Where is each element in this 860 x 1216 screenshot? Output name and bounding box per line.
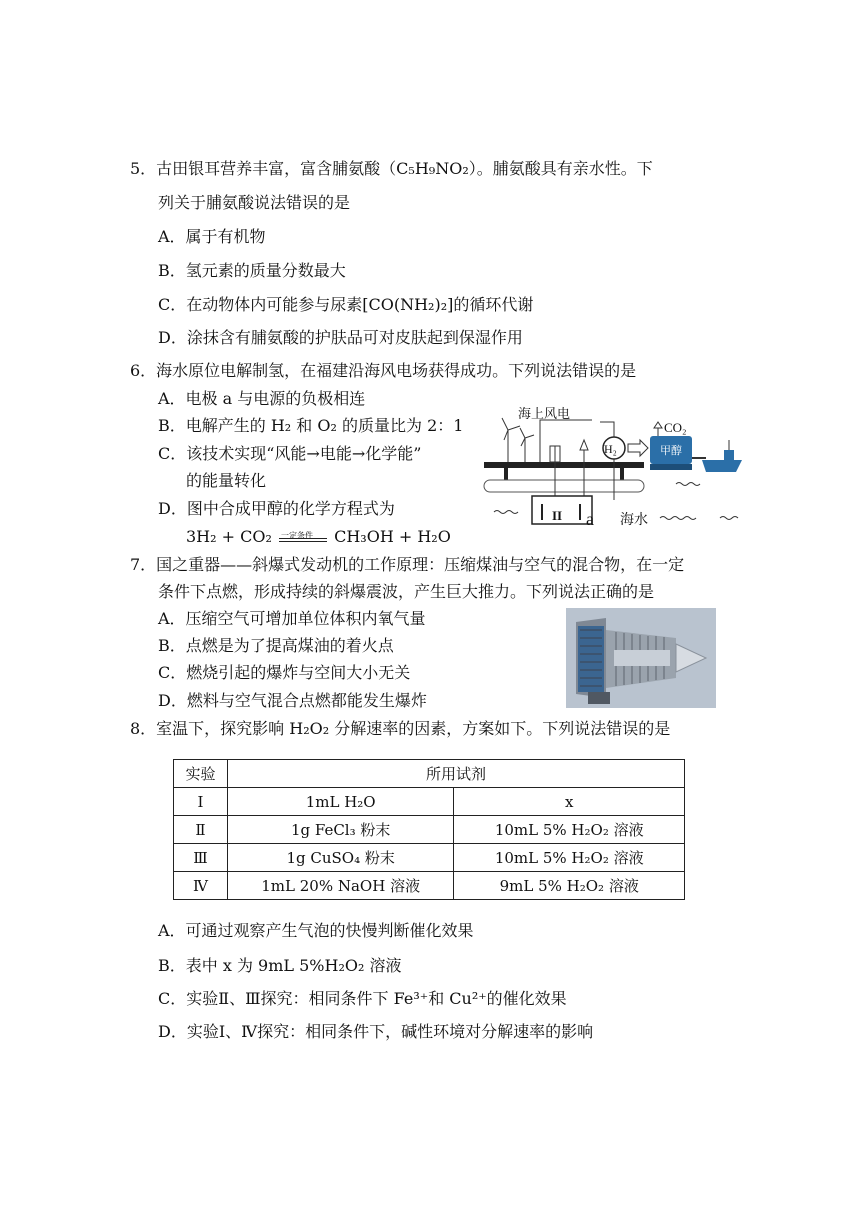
q5-option-a: A．属于有机物 <box>158 227 266 246</box>
h2-label: H₂ <box>604 442 617 456</box>
equation-condition-text: 一定条件 <box>281 530 313 540</box>
q8-option-a: A．可通过观察产生气泡的快慢判断催化效果 <box>158 921 474 940</box>
experiment-table <box>173 759 685 900</box>
table-header-row <box>174 760 685 788</box>
engine-image <box>566 608 716 708</box>
offshore-wind-hydrogen-figure <box>480 400 752 530</box>
table-cell: Ⅰ <box>174 788 228 816</box>
electrode-a-label: a <box>586 509 594 529</box>
q8-option-d: D．实验Ⅰ、Ⅳ探究：相同条件下，碱性环境对分解速率的影响 <box>158 1022 594 1041</box>
table-cell: Ⅱ <box>174 816 228 844</box>
q5-option-c: C．在动物体内可能参与尿素[CO(NH₂)₂]的循环代谢 <box>158 295 534 314</box>
q6-option-d-equation <box>186 526 451 548</box>
wave-icon <box>494 483 738 520</box>
q8-option-c: C．实验Ⅱ、Ⅲ探究：相同条件下 Fe³⁺和 Cu²⁺的催化效果 <box>158 989 567 1008</box>
q5-option-d: D．涂抹含有脯氨酸的护肤品可对皮肤起到保湿作用 <box>158 328 523 347</box>
q8-option-b: B．表中 x 为 9mL 5%H₂O₂ 溶液 <box>158 956 402 975</box>
q5-stem-line1: 5．古田银耳营养丰富，富含脯氨酸（C₅H₉NO₂）。脯氨酸具有亲水性。下 <box>130 159 653 178</box>
float-base <box>484 480 644 492</box>
ship-icon <box>702 460 742 472</box>
table-cell: Ⅲ <box>174 844 228 872</box>
table-cell: 1mL 20% NaOH 溶液 <box>227 872 454 900</box>
seawater-label: 海水 <box>620 513 648 528</box>
q6-option-a: A．电极 a 与电源的负极相连 <box>158 389 366 408</box>
table-row <box>174 816 685 844</box>
table-cell: 9mL 5% H₂O₂ 溶液 <box>454 872 685 900</box>
equation-condition-arrow <box>277 531 329 545</box>
electrode-mark: II <box>552 508 563 523</box>
q6-option-c-line2: 的能量转化 <box>186 471 267 490</box>
q6-option-b: B．电解产生的 H₂ 和 O₂ 的质量比为 2：1 <box>158 416 464 435</box>
q6-option-c-line1: C．该技术实现“风能→电能→化学能” <box>158 444 422 463</box>
equation-products: CH₃OH + H₂O <box>334 527 451 546</box>
q6-stem: 6．海水原位电解制氢，在福建沿海风电场获得成功。下列说法错误的是 <box>130 361 637 380</box>
methanol-label: 甲醇 <box>660 445 682 457</box>
q7-option-b: B．点燃是为了提高煤油的着火点 <box>158 636 394 655</box>
table-cell: 10mL 5% H₂O₂ 溶液 <box>454 816 685 844</box>
table-row <box>174 788 685 816</box>
table-cell: x <box>454 788 685 816</box>
q6-option-d-line1: D．图中合成甲醇的化学方程式为 <box>158 499 395 518</box>
table-cell: 1g CuSO₄ 粉末 <box>227 844 454 872</box>
q5-option-b: B．氢元素的质量分数最大 <box>158 261 346 280</box>
table-cell: 1g FeCl₃ 粉末 <box>227 816 454 844</box>
q7-option-c: C．燃烧引起的爆炸与空间大小无关 <box>158 663 411 682</box>
table-row <box>174 872 685 900</box>
table-row <box>174 844 685 872</box>
table-cell: Ⅳ <box>174 872 228 900</box>
table-header-cell: 实验 <box>174 760 228 788</box>
q7-stem-line1: 7．国之重器——斜爆式发动机的工作原理：压缩煤油与空气的混合物，在一定 <box>130 555 685 574</box>
q7-stem-line2: 条件下点燃，形成持续的斜爆震波，产生巨大推力。下列说法正确的是 <box>158 582 655 601</box>
q7-option-a: A．压缩空气可增加单位体积内氧气量 <box>158 609 426 628</box>
platform-deck <box>484 462 644 468</box>
table-header-cell: 所用试剂 <box>227 760 684 788</box>
figure-title: 海上风电 <box>518 406 571 421</box>
co2-label: CO₂ <box>664 420 687 435</box>
q5-stem-line2: 列关于脯氨酸说法错误的是 <box>158 193 351 212</box>
q7-option-d: D．燃料与空气混合点燃都能发生爆炸 <box>158 691 427 710</box>
table-cell: 1mL H₂O <box>227 788 454 816</box>
table-cell: 10mL 5% H₂O₂ 溶液 <box>454 844 685 872</box>
wind-turbine-icon <box>502 418 534 462</box>
equation-reactants: 3H₂ + CO₂ <box>186 527 272 546</box>
q8-stem: 8．室温下，探究影响 H₂O₂ 分解速率的因素，方案如下。下列说法错误的是 <box>130 719 671 738</box>
